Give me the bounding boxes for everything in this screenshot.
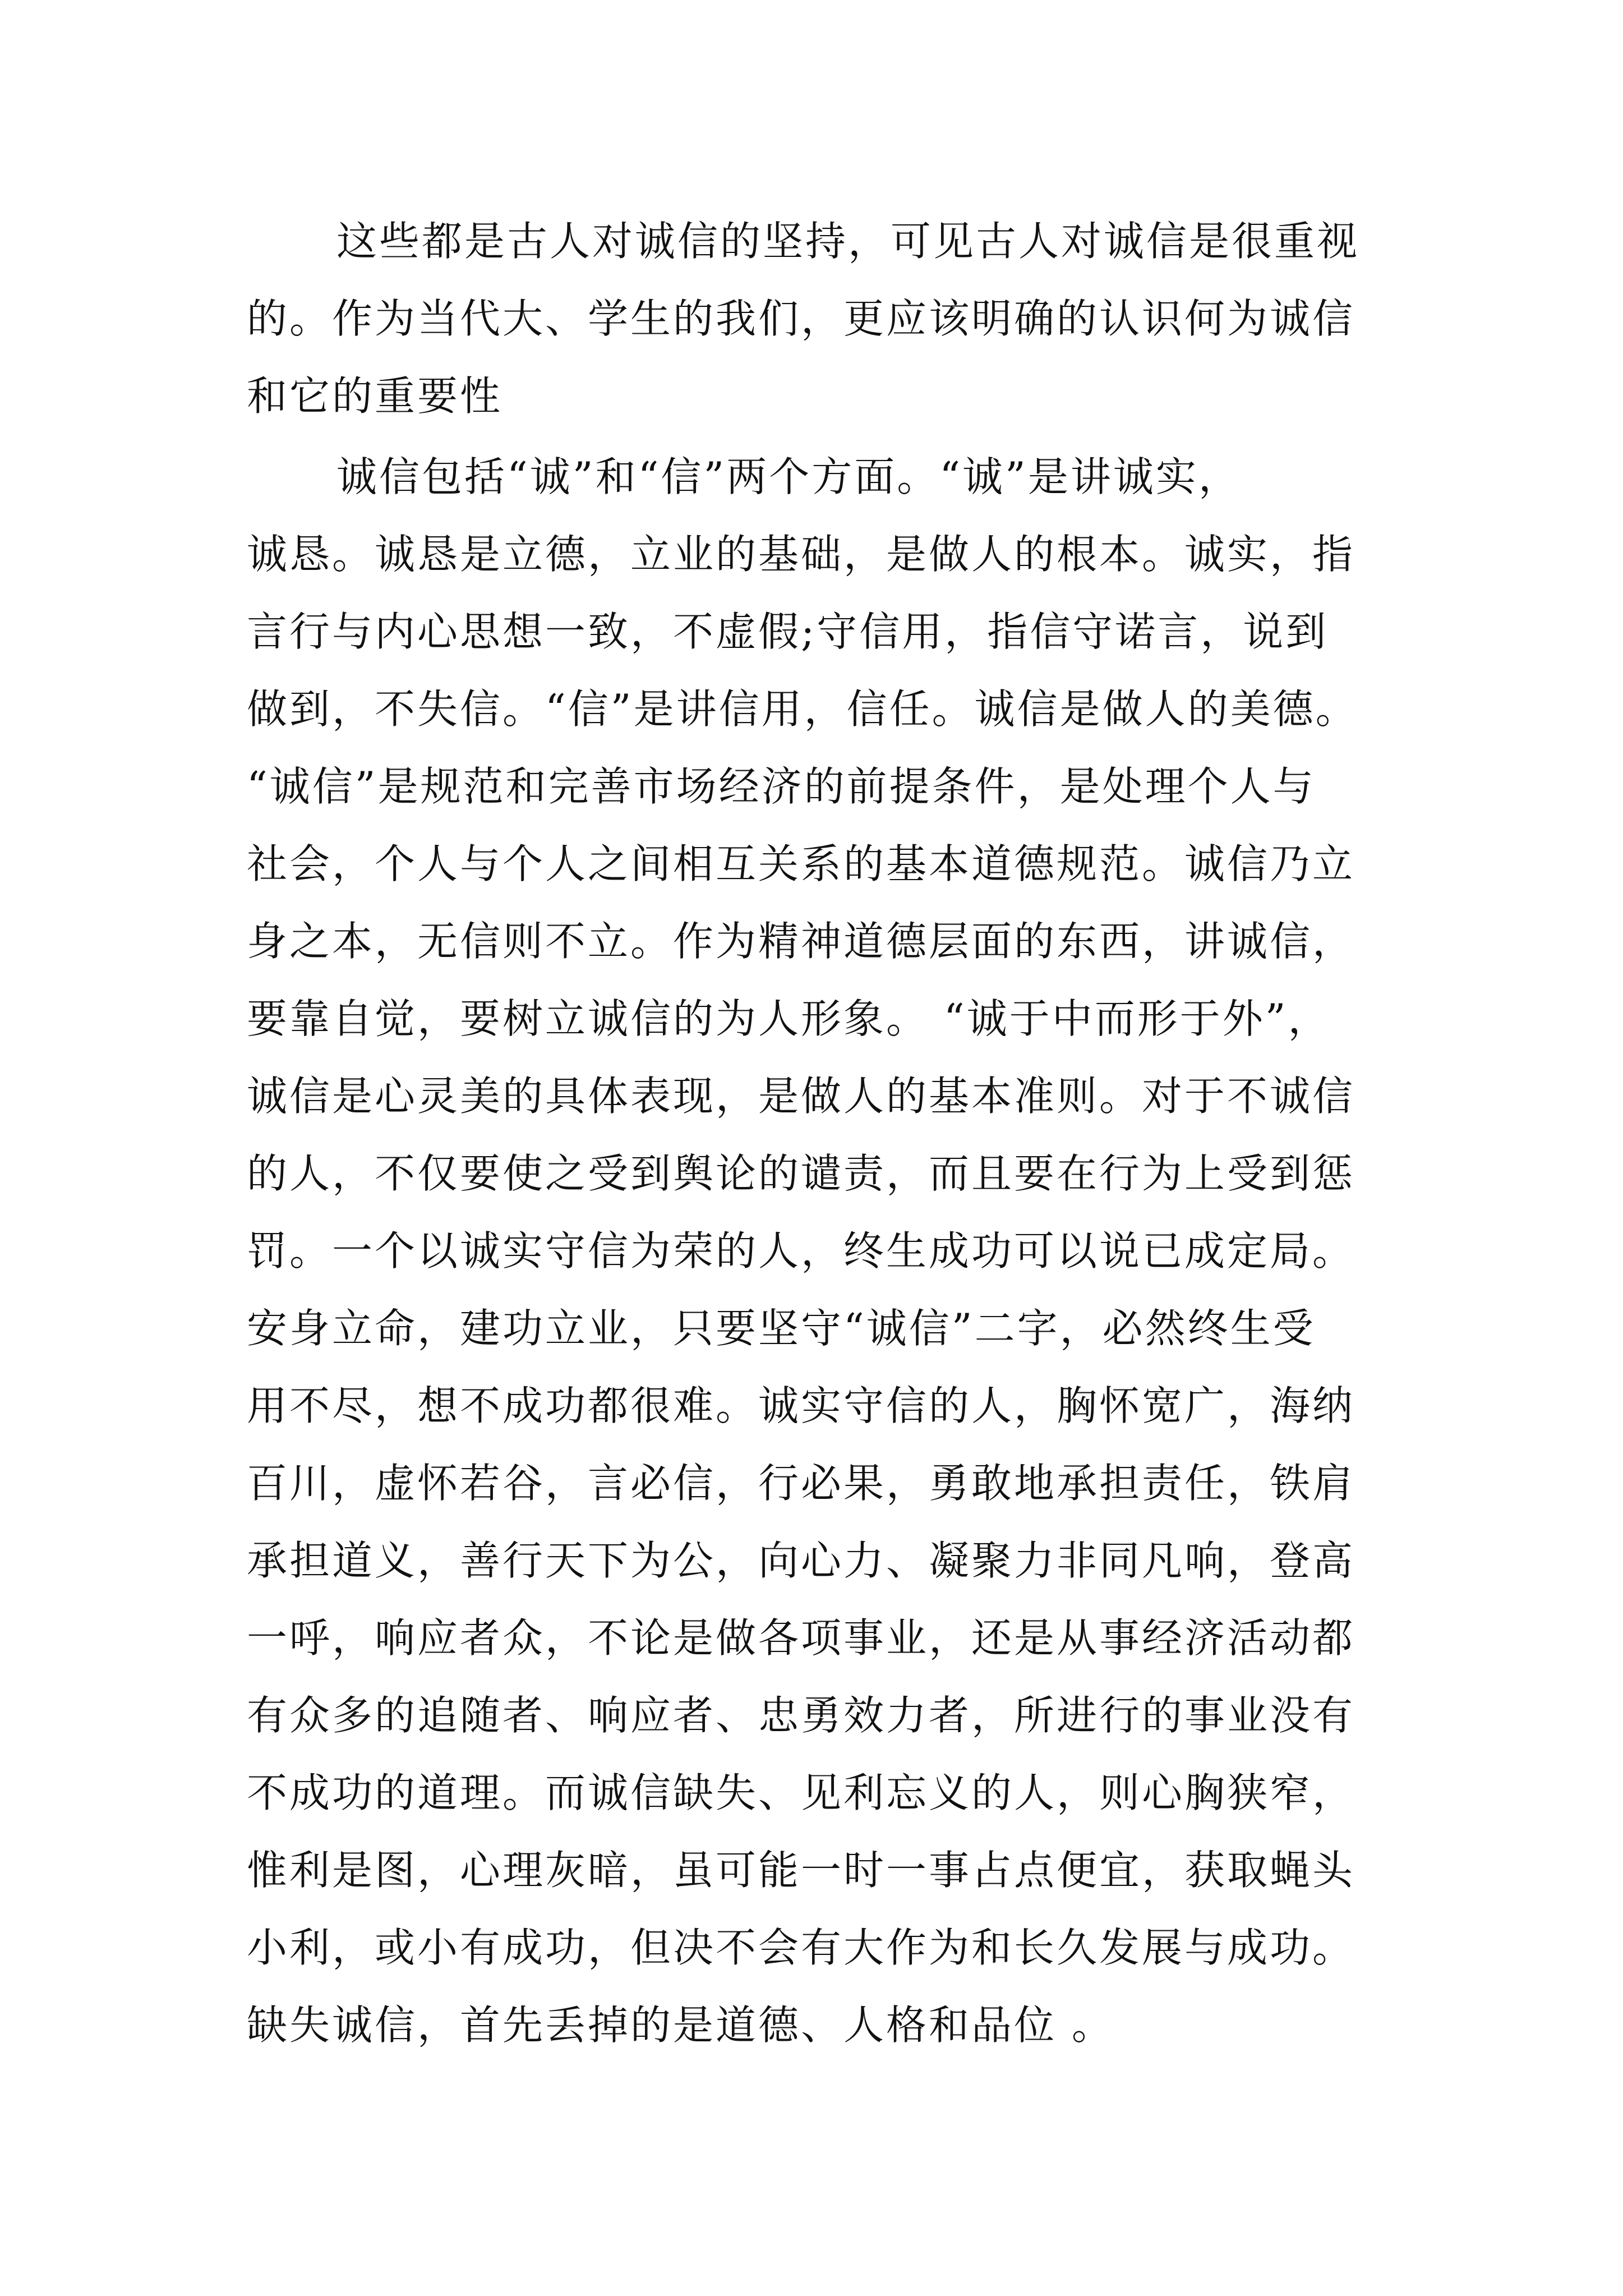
paragraph-line: 百川，虚怀若谷，言必信，行必果，勇敢地承担责任，铁肩 [247,1460,1355,1507]
paragraph-line: 社会，个人与个人之间相互关系的基本道德规范。诚信乃立 [247,840,1355,887]
paragraph-line: 不成功的道理。而诚信缺失、见利忘义的人，则心胸狭窄， [247,1769,1355,1816]
paragraph-line: 罚。一个以诚实守信为荣的人，终生成功可以说已成定局。 [247,1227,1355,1274]
paragraph-line: 诚恳。诚恳是立德，立业的基础，是做人的根本。诚实，指 [247,531,1355,578]
paragraph-line: 承担道义，善行天下为公，向心力、凝聚力非同凡响，登高 [247,1537,1355,1584]
paragraph-line: 安身立命，建功立业，只要坚守“诚信”二字，必然终生受 [247,1305,1316,1352]
paragraph-line: 的人，不仅要使之受到舆论的谴责，而且要在行为上受到惩 [247,1150,1355,1197]
paragraph-line: 言行与内心思想一致，不虚假;守信用，指信守诺言，说到 [247,608,1329,655]
paragraph-line: 做到，不失信。“信”是讲信用，信任。诚信是做人的美德。 [247,685,1358,733]
paragraph-line: 要靠自觉，要树立诚信的为人形象。 “诚于中而形于外”， [247,995,1331,1042]
paragraph-line: 小利，或小有成功，但决不会有大作为和长久发展与成功。 [247,1924,1355,1971]
paragraph-line: 惟利是图，心理灰暗，虽可能一时一事占点便宜，获取蝇头 [247,1847,1355,1894]
paragraph-line: 有众多的追随者、响应者、忠勇效力者，所进行的事业没有 [247,1692,1355,1739]
paragraph-line: 一呼，响应者众，不论是做各项事业，还是从事经济活动都 [247,1614,1355,1662]
paragraph-line: 身之本，无信则不立。作为精神道德层面的东西，讲诚信， [247,918,1355,965]
paragraph-line: 的。作为当代大、学生的我们，更应该明确的认识何为诚信 [247,295,1355,342]
paragraph-line: 这些都是古人对诚信的坚持，可见古人对诚信是很重视 [336,218,1360,265]
paragraph-line: 诚信包括“诚”和“信”两个方面。“诚”是讲诚实， [336,453,1241,500]
paragraph-line: 缺失诚信，首先丢掉的是道德、人格和品位 。 [247,2001,1114,2049]
paragraph-line: 和它的重要性 [247,372,503,420]
paragraph-line: 用不尽，想不成功都很难。诚实守信的人，胸怀宽广，海纳 [247,1382,1355,1429]
paragraph-line: “诚信”是规范和完善市场经济的前提条件，是处理个人与 [247,763,1316,810]
paragraph-line: 诚信是心灵美的具体表现，是做人的基本准则。对于不诚信 [247,1073,1355,1120]
